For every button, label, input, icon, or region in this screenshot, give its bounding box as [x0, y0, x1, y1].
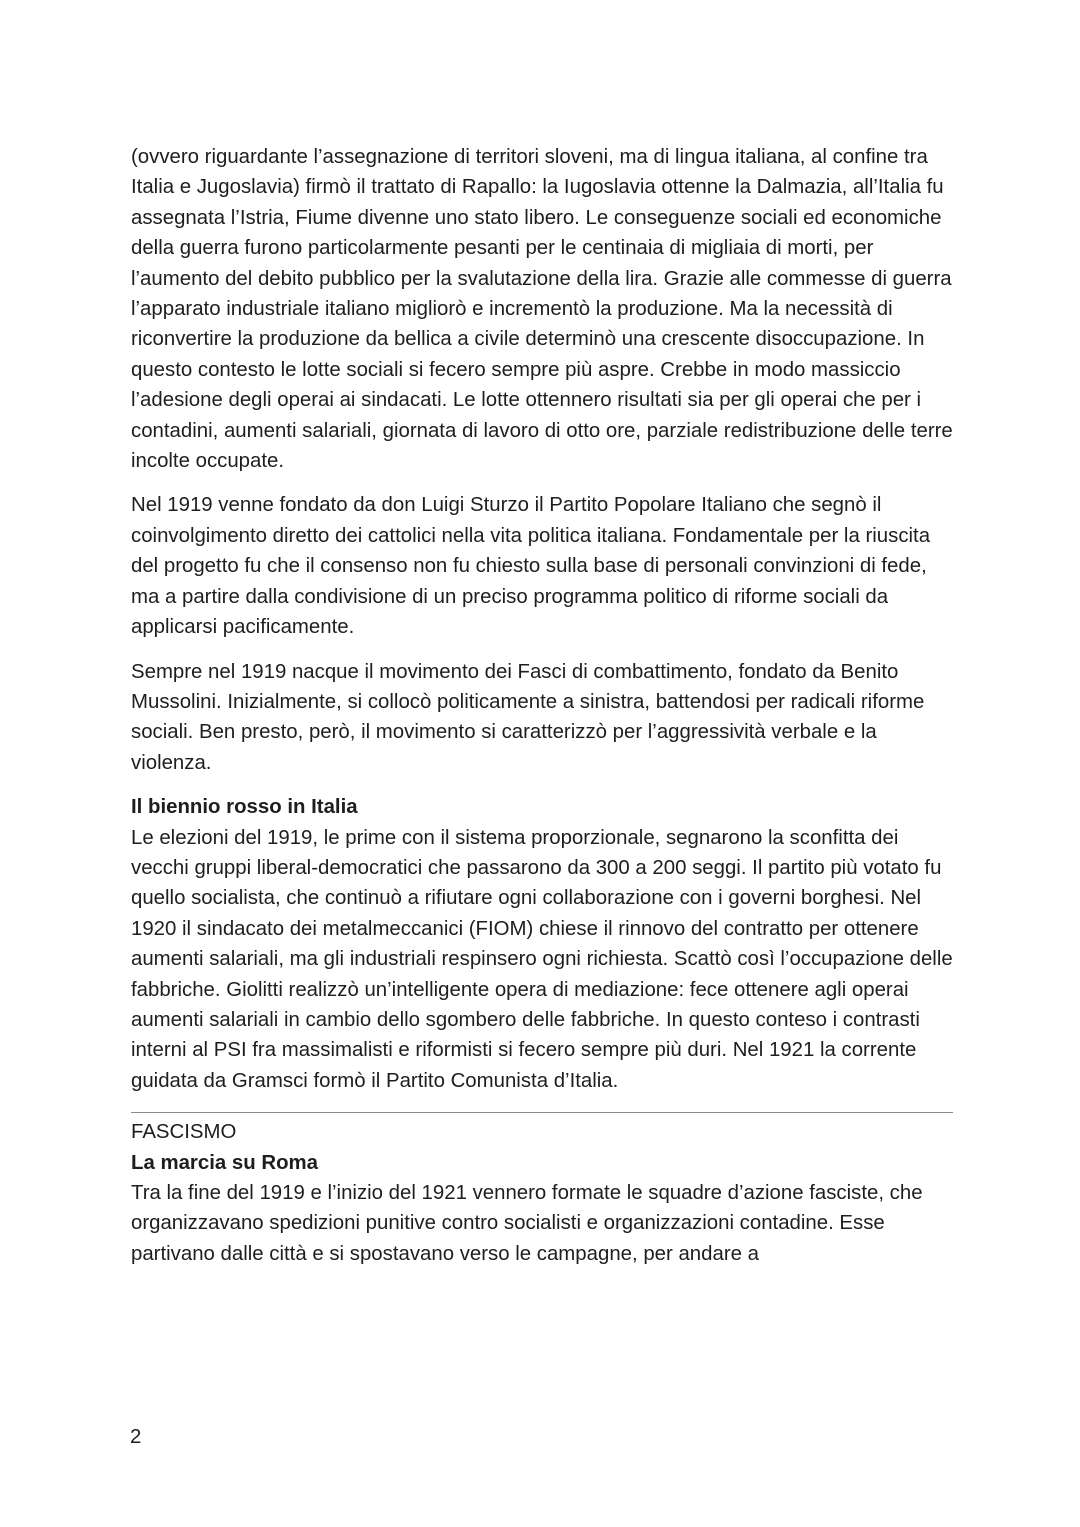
paragraph-fasci-combattimento: Sempre nel 1919 nacque il movimento dei Fasci di combattimento, fondato da Benito Mussolini. Inizialmente, si collocò politicamente a sinistra, battendosi per radicali riforme sociali. Ben presto, però, il movimento si caratterizzò per l’aggressività verbale e la violenza.: [131, 660, 925, 774]
paragraph-partito-popolare: Nel 1919 venne fondato da don Luigi Sturzo il Partito Popolare Italiano che segnò il coinvolgimento diretto dei cattolici nella vita politica italiana. Fondamentale per la riuscita del progetto fu che il consenso non fu chiesto sulla base di personali convinzioni di fede, ma a partire dalla condivisione di un preciso programma politico di riforme sociali da applicarsi pacificamente.: [131, 494, 931, 639]
paragraph-rapallo: (ovvero riguardante l’assegnazione di territori sloveni, ma di lingua italiana, al confine tra Italia e Jugoslavia) firmò il trattato di Rapallo: la Iugoslavia ottenne la Dalmazia, all’Italia fu assegnata l’Istria, Fiume divenne uno stato libero. Le conseguenze sociali ed economiche della guerra furono particolarmente pesanti per le centinaia di migliaia di morti, per l’aumento del debito pubblico per la svalutazione della lira. Grazie alle commesse di guerra l’apparato industriale italiano migliorò e incrementò la produzione. Ma la necessità di riconvertire la produzione da bellica a civile determinò una crescente disoccupazione. In questo contesto le lotte sociali si fecero sempre più aspre. Crebbe in modo massiccio l’adesione degli operai ai sindacati. Le lotte ottennero risultati sia per gli operai che per i contadini, aumenti salariali, giornata di lavoro di otto ore, parziale redistribuzione delle terre incolte occupate.: [131, 146, 953, 473]
paragraph-biennio-rosso: Le elezioni del 1919, le prime con il sistema proporzionale, segnarono la sconfitta dei vecchi gruppi liberal-democratici che passarono da 300 a 200 seggi. Il partito più votato fu quello socialista, che continuò a rifiutare ogni collaborazione con i governi borghesi. Nel 1920 il sindacato dei metalmeccanici (FIOM) chiese il rinnovo del contratto per ottenere aumenti salariali, ma gli industriali respinsero ogni richiesta. Scattò così l’occupazione delle fabbriche. Giolitti realizzò un’intelligente opera di mediazione: fece ottenere agli operai aumenti salariali in cambio dello sgombero delle fabbriche. In questo conteso i contrasti interni al PSI fra massimalisti e riformisti si fecero sempre più duri. Nel 1921 la corrente guidata da Gramsci formò il Partito Comunista d’Italia.: [131, 826, 953, 1092]
heading-biennio-rosso: Il biennio rosso in Italia: [131, 796, 358, 819]
page-content: [131, 142, 953, 1269]
section-divider: [131, 1112, 953, 1113]
heading-marcia-su-roma: La marcia su Roma: [131, 1151, 318, 1174]
paragraph-squadre-azione: Tra la fine del 1919 e l’inizio del 1921 vennero formate le squadre d’azione fasciste, che organizzavano spedizioni punitive contro socialisti e organizzazioni contadine. Esse partivano dalle città e si spostavano verso le campagne, per andare a: [131, 1182, 923, 1265]
section-title-fascismo: FASCISMO: [131, 1121, 237, 1144]
page-number: 2: [130, 1426, 142, 1448]
